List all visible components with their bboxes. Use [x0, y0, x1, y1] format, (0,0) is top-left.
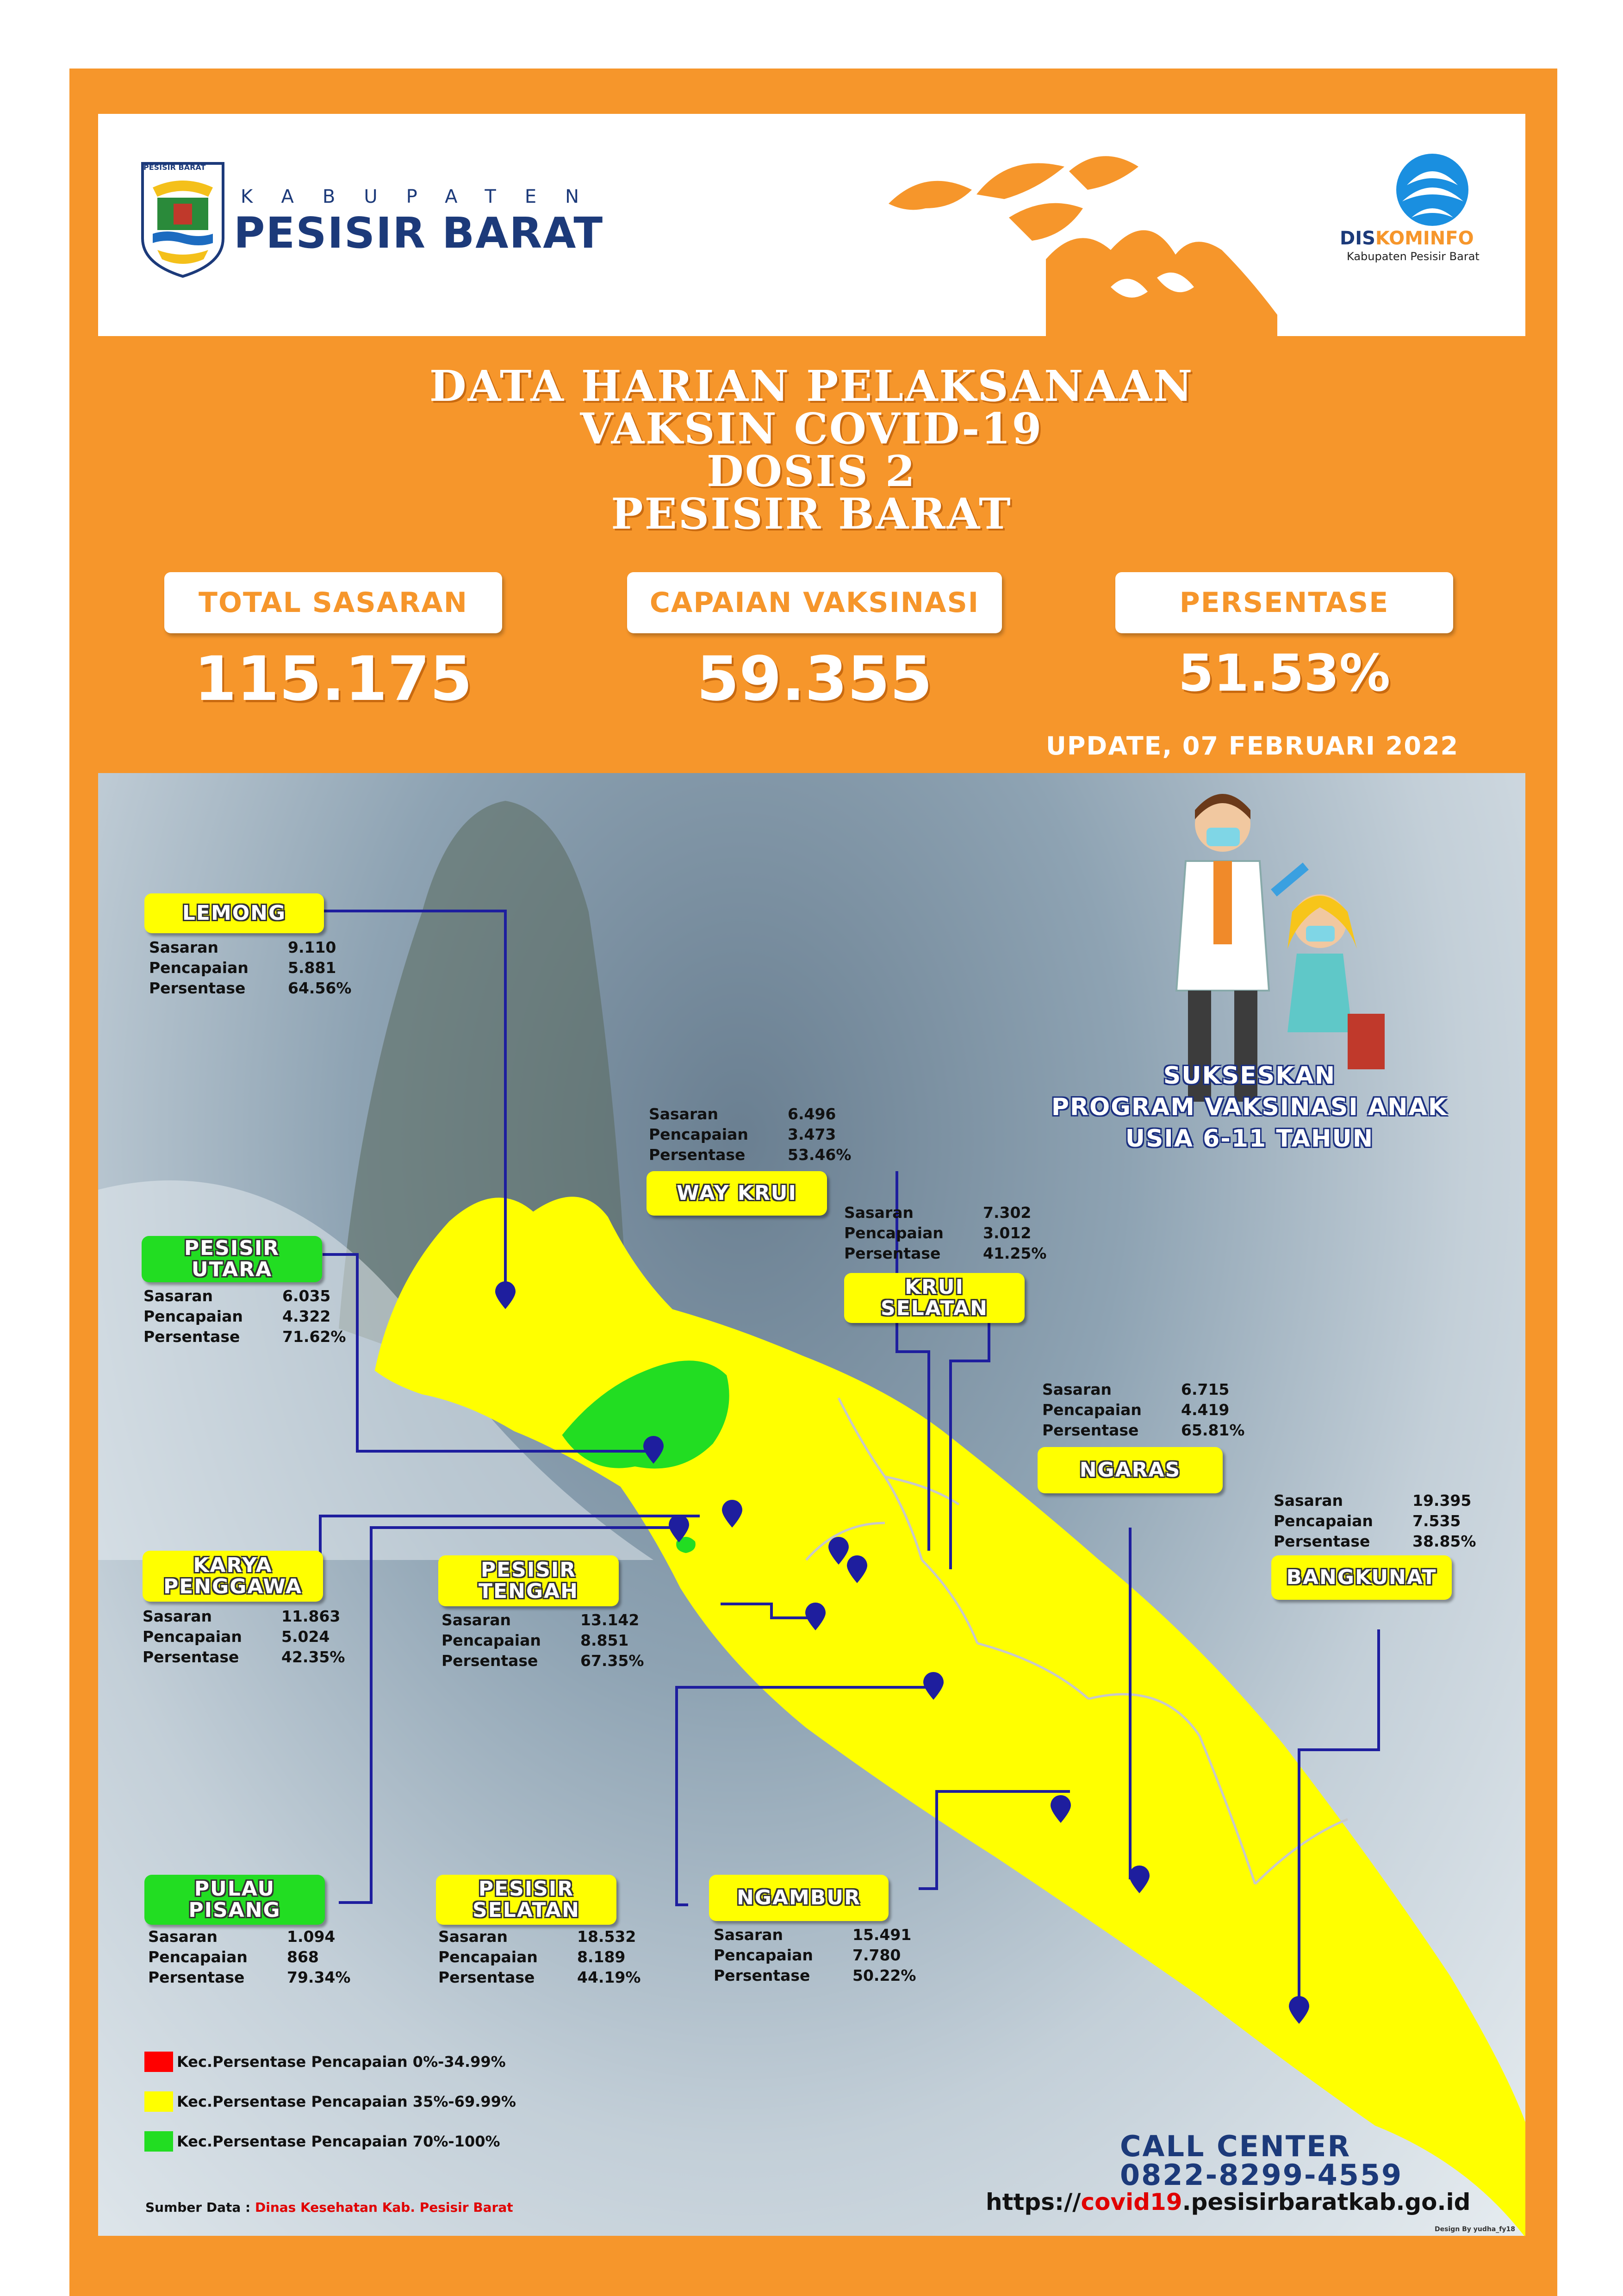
label-lemong: LEMONG [144, 893, 324, 933]
key-sasaran: Sasaran [844, 1204, 914, 1222]
legend-swatch-green [144, 2131, 173, 2152]
label-krui-selatan [844, 1273, 1025, 1323]
pesisir-selatan-pencapaian: 8.189 [577, 1948, 626, 1966]
stats-krui-selatan [844, 1203, 1046, 1264]
pulau-pisang-persentase: 79.34% [287, 1968, 351, 1986]
pesisir-selatan-name-1: PESISIR [478, 1877, 574, 1901]
bangkunat-sasaran: 19.395 [1412, 1491, 1472, 1510]
label-pulau-pisang [144, 1875, 325, 1925]
legend-swatch-red [144, 2052, 173, 2072]
title-line-2: VAKSIN COVID-19 [580, 404, 1043, 454]
karya-penggawa-pencapaian: 5.024 [281, 1628, 330, 1646]
pesisir-utara-name-1: PESISIR [184, 1236, 280, 1260]
capaian-vaksinasi-label: CAPAIAN VAKSINASI [627, 572, 1002, 633]
url-suffix: .pesisirbaratkab.go.id [1182, 2189, 1471, 2215]
key-sasaran: Sasaran [438, 1928, 508, 1946]
legend-item-green [144, 2131, 500, 2152]
key-persentase: Persentase [442, 1652, 538, 1670]
label-karya-penggawa [143, 1551, 323, 1602]
label-pesisir-utara [142, 1236, 322, 1282]
label-pesisir-tengah [438, 1555, 619, 1606]
key-pencapaian: Pencapaian [143, 1628, 242, 1646]
pulau-pisang-name-2: PISANG [188, 1898, 281, 1922]
title-line-4: PESISIR BARAT [611, 489, 1012, 539]
stats-ngaras [1042, 1379, 1244, 1441]
ngambur-persentase: 50.22% [852, 1966, 916, 1984]
bangkunat-persentase: 38.85% [1412, 1532, 1476, 1550]
crest-top-text: PESISIR BARAT [143, 163, 206, 172]
diskominfo-subtitle: Kabupaten Pesisir Barat [1347, 250, 1480, 263]
karya-penggawa-persentase: 42.35% [281, 1648, 345, 1666]
map-area [98, 773, 1525, 2236]
key-pencapaian: Pencapaian [148, 1948, 248, 1966]
ngambur-sasaran: 15.491 [852, 1926, 912, 1944]
diskominfo-name-a: DIS [1340, 228, 1375, 249]
key-persentase: Persentase [649, 1146, 746, 1164]
key-pencapaian: Pencapaian [1042, 1401, 1142, 1419]
campaign-text [1032, 1060, 1467, 1154]
key-sasaran: Sasaran [1274, 1491, 1343, 1510]
call-center-title: CALL CENTER [1120, 2129, 1351, 2163]
legend-swatch-yellow [144, 2091, 173, 2112]
key-persentase: Persentase [1274, 1532, 1370, 1550]
district-region-yellow [376, 1198, 1525, 2236]
key-pencapaian: Pencapaian [149, 959, 249, 977]
total-sasaran-value: 115.175 [194, 643, 473, 715]
pesisir-tengah-persentase: 67.35% [580, 1652, 644, 1670]
stats-pulau-pisang [148, 1927, 350, 1988]
lemong-pencapaian: 5.881 [288, 959, 336, 977]
stats-lemong [149, 937, 351, 998]
diskominfo-name-b: KOMINFO [1375, 228, 1474, 249]
way-krui-sasaran: 6.496 [788, 1105, 836, 1123]
floral-ornament-icon [870, 139, 1287, 338]
krui-selatan-sasaran: 7.302 [983, 1204, 1032, 1222]
label-pesisir-selatan [436, 1875, 616, 1925]
campaign-line-3: USIA 6-11 TAHUN [1125, 1125, 1374, 1153]
key-pencapaian: Pencapaian [844, 1224, 944, 1242]
way-krui-pencapaian: 3.473 [788, 1125, 836, 1143]
label-way-krui: WAY KRUI [647, 1171, 827, 1216]
title-line-1: DATA HARIAN PELAKSANAAN [429, 361, 1194, 411]
ngaras-pencapaian: 4.419 [1181, 1401, 1230, 1419]
way-krui-persentase: 53.46% [788, 1146, 852, 1164]
key-persentase: Persentase [143, 1648, 239, 1666]
pulau-pisang-pencapaian: 868 [287, 1948, 319, 1966]
url-prefix: https:// [986, 2189, 1081, 2215]
key-persentase: Persentase [148, 1968, 245, 1986]
pesisir-tengah-sasaran: 13.142 [580, 1611, 640, 1629]
pesisir-tengah-name-2: TENGAH [479, 1579, 578, 1603]
legend-label-green: Kec.Persentase Pencapaian 70%-100% [177, 2133, 500, 2150]
stats-way-krui [649, 1104, 851, 1165]
stats-pesisir-tengah [442, 1610, 644, 1671]
key-pencapaian: Pencapaian [442, 1631, 541, 1649]
total-sasaran-label: TOTAL SASARAN [164, 572, 502, 633]
url-highlight: covid19 [1081, 2189, 1182, 2215]
pesisir-selatan-persentase: 44.19% [577, 1968, 641, 1986]
key-pencapaian: Pencapaian [649, 1125, 748, 1143]
legend-label-yellow: Kec.Persentase Pencapaian 35%-69.99% [177, 2093, 516, 2110]
pesisir-selatan-sasaran: 18.532 [577, 1928, 636, 1946]
key-persentase: Persentase [143, 1328, 240, 1346]
stats-karya-penggawa [143, 1606, 345, 1667]
key-sasaran: Sasaran [143, 1287, 213, 1305]
key-sasaran: Sasaran [1042, 1380, 1112, 1398]
pulau-pisang-name-1: PULAU [194, 1877, 275, 1901]
capaian-vaksinasi-value: 59.355 [696, 643, 933, 715]
kabupaten-name: PESISIR BARAT [234, 208, 604, 258]
legend-label-red: Kec.Persentase Pencapaian 0%-34.99% [177, 2053, 506, 2071]
key-sasaran: Sasaran [149, 938, 218, 956]
lemong-sasaran: 9.110 [288, 938, 336, 956]
karya-penggawa-name-2: PENGGAWA [163, 1575, 303, 1598]
stats-ngambur [714, 1925, 916, 1986]
campaign-line-2: PROGRAM VAKSINASI ANAK [1051, 1093, 1448, 1121]
stats-pesisir-utara [143, 1286, 346, 1347]
persentase-value: 51.53% [1178, 643, 1391, 703]
kabupaten-crest-icon [139, 160, 227, 280]
key-sasaran: Sasaran [148, 1928, 218, 1946]
karya-penggawa-name-1: KARYA [193, 1554, 273, 1577]
lemong-persentase: 64.56% [288, 979, 352, 997]
legend-item-red [144, 2052, 506, 2072]
pulau-pisang-sasaran: 1.094 [287, 1928, 336, 1946]
kabupaten-label: KABUPATEN [241, 186, 608, 207]
key-persentase: Persentase [714, 1966, 810, 1984]
vaccination-kids-illustration [1176, 794, 1385, 1102]
title-line-3: DOSIS 2 [707, 446, 916, 496]
key-pencapaian: Pencapaian [714, 1946, 813, 1964]
label-ngambur: NGAMBUR [709, 1875, 889, 1921]
source-label: Sumber Data : [145, 2200, 255, 2215]
pesisir-tengah-pencapaian: 8.851 [580, 1631, 629, 1649]
update-date: UPDATE, 07 FEBRUARI 2022 [1046, 731, 1459, 761]
pesisir-utara-pencapaian: 4.322 [282, 1307, 331, 1325]
pesisir-utara-name-2: UTARA [191, 1258, 273, 1281]
key-sasaran: Sasaran [143, 1607, 212, 1625]
bangkunat-pencapaian: 7.535 [1412, 1512, 1461, 1530]
stats-pesisir-selatan [438, 1927, 640, 1988]
data-source [145, 2200, 513, 2215]
persentase-label: PERSENTASE [1115, 572, 1453, 633]
ngaras-sasaran: 6.715 [1181, 1380, 1230, 1398]
key-persentase: Persentase [438, 1968, 535, 1986]
key-pencapaian: Pencapaian [143, 1307, 243, 1325]
key-persentase: Persentase [149, 979, 246, 997]
key-persentase: Persentase [1042, 1421, 1139, 1439]
label-bangkunat: BANGKUNAT [1271, 1555, 1452, 1600]
campaign-line-1: SUKSESKAN [1163, 1062, 1336, 1090]
design-credit: Design By yudha_fy18 [1435, 2226, 1516, 2233]
krui-selatan-name-2: SELATAN [881, 1297, 988, 1320]
label-ngaras: NGARAS [1038, 1447, 1223, 1493]
key-sasaran: Sasaran [714, 1926, 783, 1944]
key-pencapaian: Pencapaian [1274, 1512, 1373, 1530]
diskominfo-name [1340, 228, 1474, 249]
key-sasaran: Sasaran [442, 1611, 511, 1629]
key-persentase: Persentase [844, 1244, 941, 1262]
karya-penggawa-sasaran: 11.863 [281, 1607, 341, 1625]
krui-selatan-pencapaian: 3.012 [983, 1224, 1032, 1242]
legend-item-yellow [144, 2091, 516, 2112]
call-center-phone[interactable]: 0822-8299-4559 [1120, 2158, 1403, 2192]
pesisir-selatan-name-2: SELATAN [473, 1898, 580, 1922]
ngaras-persentase: 65.81% [1181, 1421, 1245, 1439]
krui-selatan-persentase: 41.25% [983, 1244, 1047, 1262]
website-url[interactable] [986, 2189, 1470, 2215]
source-value: Dinas Kesehatan Kab. Pesisir Barat [255, 2200, 513, 2215]
key-pencapaian: Pencapaian [438, 1948, 538, 1966]
stats-bangkunat [1274, 1491, 1476, 1552]
key-sasaran: Sasaran [649, 1105, 718, 1123]
krui-selatan-name-1: KRUI [904, 1275, 964, 1299]
pesisir-utara-sasaran: 6.035 [282, 1287, 331, 1305]
pesisir-utara-persentase: 71.62% [282, 1328, 346, 1346]
pesisir-tengah-name-1: PESISIR [480, 1558, 577, 1582]
ngambur-pencapaian: 7.780 [852, 1946, 901, 1964]
